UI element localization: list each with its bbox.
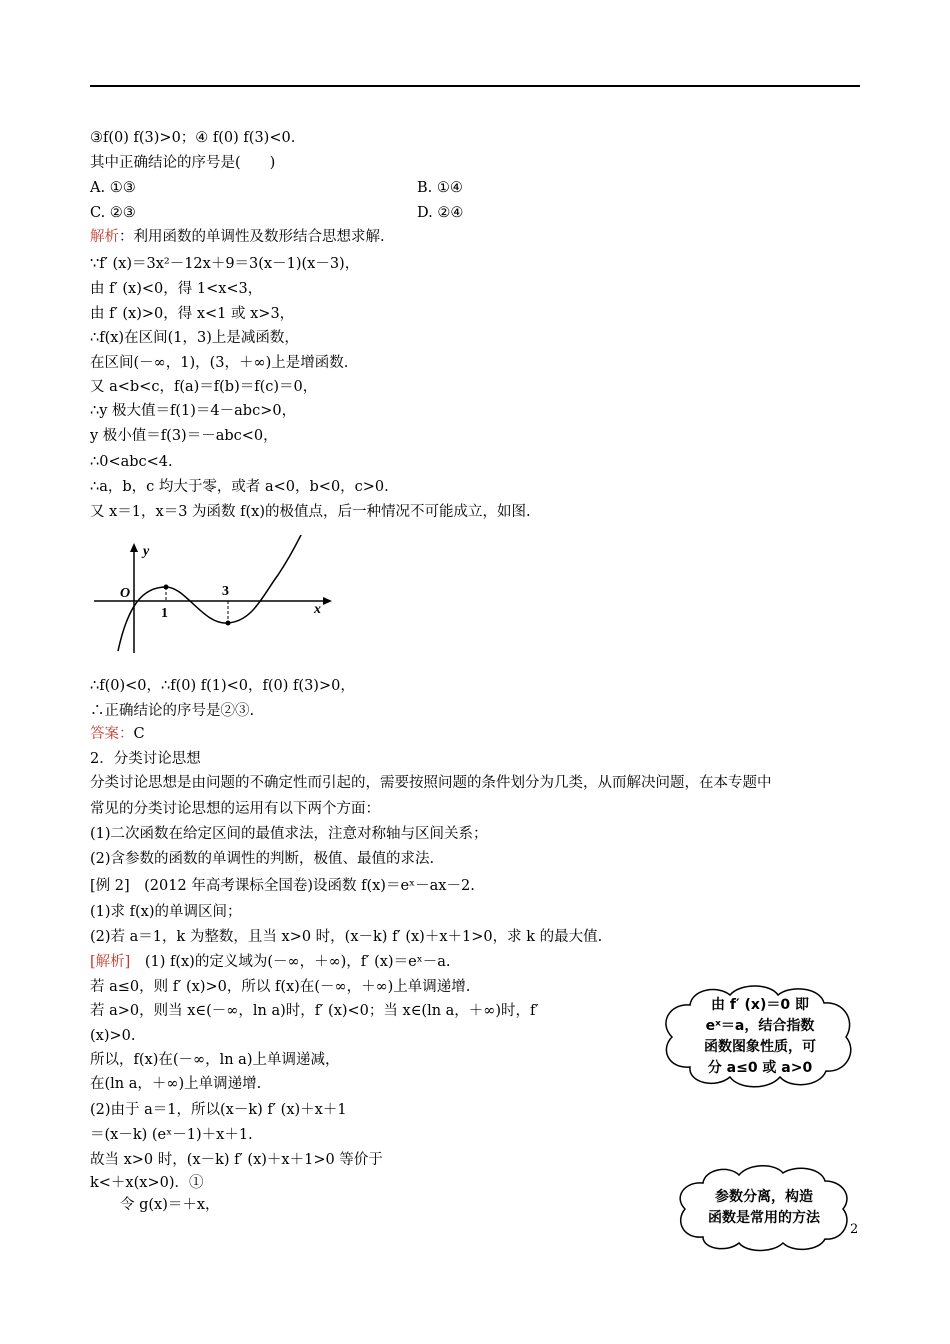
cubic-graph <box>88 535 338 660</box>
choice-a: A. ①③ <box>90 180 136 196</box>
x-axis-arrow <box>323 597 332 605</box>
text-line: ∴0<abc<4. <box>90 454 173 470</box>
note-cloud-1 <box>660 983 860 1091</box>
answer-line <box>90 724 145 744</box>
max-point <box>164 585 169 590</box>
text-line: ∴a，b，c 均大于零，或者 a<0，b<0，c>0. <box>90 479 389 495</box>
text-line: 又 x＝1，x＝3 为函数 f(x)的极值点，后一种情况不可能成立，如图. <box>90 504 531 520</box>
analysis-text: ：利用函数的单调性及数形结合思想求解. <box>119 229 385 245</box>
text-line: 分类讨论思想是由问题的不确定性而引起的，需要按照问题的条件划分为几类，从而解决问题，在本专题中 <box>90 775 772 791</box>
text-line: 由 f′ (x)>0，得 x<1 或 x>3， <box>90 306 295 322</box>
solution-line <box>90 952 451 972</box>
text-line: (x)>0. <box>90 1028 136 1044</box>
analysis-label: 解析 <box>90 229 119 245</box>
text-line: 若 a≤0，则 f′ (x)>0，所以 f(x)在(－∞，＋∞)上单调递增. <box>90 979 471 995</box>
text-line: ∴y 极大值＝f(1)＝4－abc>0， <box>90 403 297 419</box>
cloud-1-text <box>660 995 860 1079</box>
min-point <box>226 621 231 626</box>
text-line: ∴f(0)<0，∴f(0) f(1)<0，f(0) f(3)>0， <box>90 678 355 694</box>
text-line: 又 a<b<c，f(a)＝f(b)＝f(c)＝0， <box>90 379 318 395</box>
y-label: y <box>143 544 150 559</box>
choice-c: C. ②③ <box>90 205 136 221</box>
text-line: 常见的分类讨论思想的运用有以下两个方面： <box>90 801 380 817</box>
cloud-2-text <box>675 1187 853 1229</box>
text-line: ∴f(x)在区间(1，3)上是减函数， <box>90 330 299 346</box>
text-line: (2)若 a＝1，k 为整数，且当 x>0 时，(x－k) f′ (x)＋x＋1>0，求 k 的最大值. <box>90 929 603 945</box>
text-line: (1)二次函数在给定区间的最值求法，注意对称轴与区间关系； <box>90 826 488 842</box>
text-line: y 极小值＝f(3)＝－abc<0， <box>90 428 278 444</box>
text-line: ∴正确结论的序号是②③. <box>90 703 255 719</box>
cloud-1-line: 由 f′ (x)＝0 即 <box>711 997 809 1013</box>
option-line: ③f(0) f(3)>0；④ f(0) f(3)<0. <box>90 130 296 146</box>
text-line: 若 a>0，则当 x∈(－∞，ln a)时，f′ (x)<0；当 x∈(ln a，＋∞)时，f′ <box>90 1003 539 1019</box>
text-line: (1)求 f(x)的单调区间； <box>90 904 242 920</box>
cloud-2-line: 参数分离，构造 <box>715 1189 813 1205</box>
text-line: (2)由于 a＝1，所以(x－k) f′ (x)＋x＋1 <box>90 1102 347 1118</box>
answer-label: 答案： <box>90 726 134 742</box>
text-line: 在(ln a，＋∞)上单调递增. <box>90 1076 262 1092</box>
text-line: (2)含参数的函数的单调性的判断，极值、最值的求法. <box>90 851 435 867</box>
solution-text: (1) f(x)的定义域为(－∞，＋∞)，f′ (x)＝eˣ－a. <box>130 954 451 970</box>
header-rule <box>90 85 860 87</box>
cloud-2-line: 函数是常用的方法 <box>708 1210 820 1226</box>
choice-d: D. ②④ <box>417 205 464 221</box>
text-line: 由 f′ (x)<0，得 1<x<3， <box>90 281 263 297</box>
answer-value: C <box>133 726 145 742</box>
question-prompt: 其中正确结论的序号是( ) <box>90 155 276 171</box>
y-axis-arrow <box>130 543 138 552</box>
x-label: x <box>314 602 321 617</box>
cloud-1-line: eˣ＝a，结合指数 <box>705 1018 815 1034</box>
solution-label: [解析] <box>90 954 131 970</box>
tick-3-label: 3 <box>222 584 229 599</box>
text-line: 令 g(x)＝＋x， <box>120 1197 220 1213</box>
derivative-line: ∵f′ (x)＝3x²－12x＋9＝3(x－1)(x－3)， <box>90 256 360 272</box>
analysis-line <box>90 227 385 247</box>
choice-b: B. ①④ <box>417 180 463 196</box>
note-cloud-2 <box>675 1163 853 1253</box>
tick-1-label: 1 <box>161 606 168 621</box>
text-line: 故当 x>0 时，(x－k) f′ (x)＋x＋1>0 等价于 <box>90 1152 383 1168</box>
page-number: 2 <box>850 1222 859 1237</box>
cloud-1-line: 分 a≤0 或 a>0 <box>707 1060 813 1076</box>
origin-label: O <box>120 586 131 601</box>
section-heading: 2．分类讨论思想 <box>90 751 201 767</box>
text-line: ＝(x－k) (eˣ－1)＋x＋1. <box>90 1127 253 1143</box>
text-line: 所以，f(x)在(－∞，ln a)上单调递减， <box>90 1052 340 1068</box>
text-line: 在区间(－∞，1)，(3，＋∞)上是增函数. <box>90 355 349 371</box>
example-line: [例 2] (2012 年高考课标全国卷)设函数 f(x)＝eˣ－ax－2. <box>90 878 475 894</box>
text-line: k<＋x(x>0)．① <box>90 1175 204 1191</box>
cloud-1-line: 函数图象性质，可 <box>704 1039 816 1055</box>
